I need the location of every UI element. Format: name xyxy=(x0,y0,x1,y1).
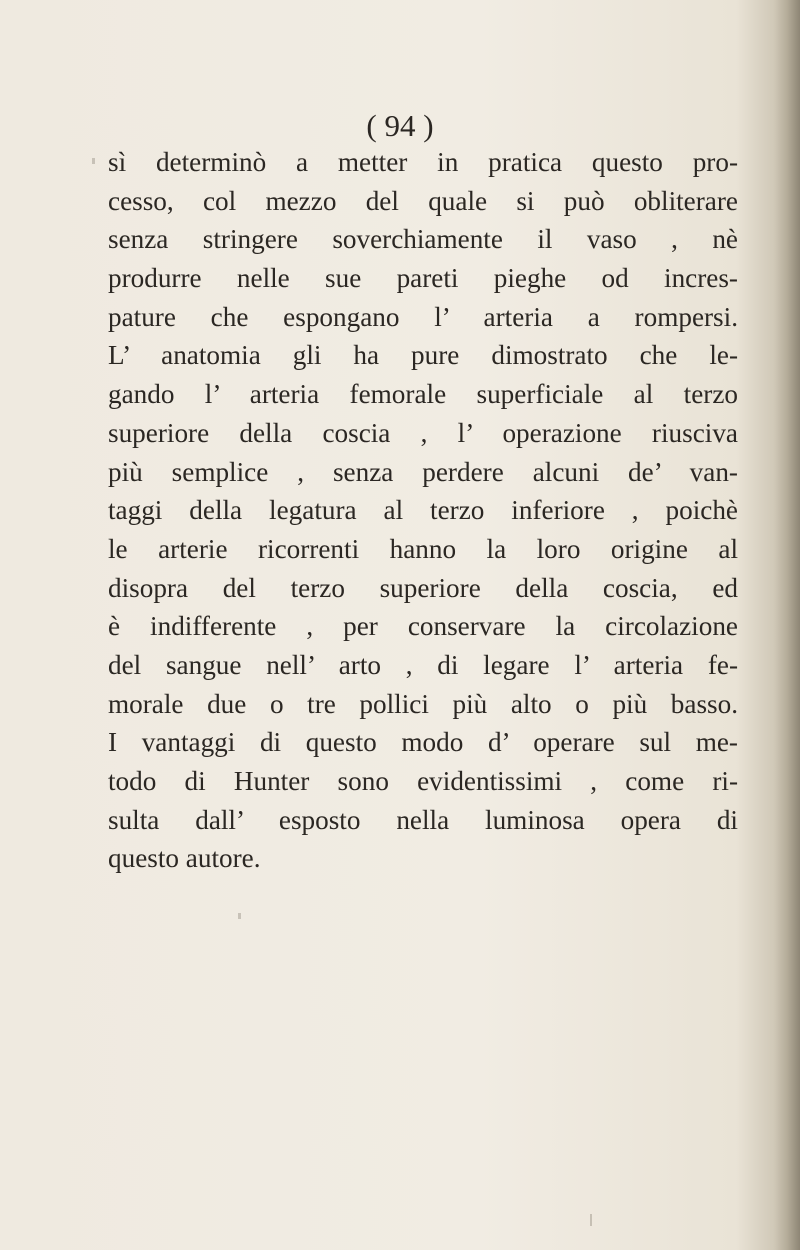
text-line: todo di Hunter sono evidentissimi , come ri- xyxy=(108,766,738,796)
page-edge-shadow xyxy=(774,0,800,1250)
paper-speck xyxy=(92,158,95,164)
text-line: pature che espongano l’ arteria a rompersi. xyxy=(108,301,738,332)
text-line: senza stringere soverchiamente il vaso , nè xyxy=(108,224,738,255)
text-line: cesso, col mezzo del quale si può obliterare xyxy=(108,185,738,216)
text-line: è indifferente , per conservare la circolazione xyxy=(108,611,738,642)
text-line-final: questo autore. xyxy=(108,843,261,874)
text-line: del sangue nell’ arto , di legare l’ arteria fe- xyxy=(108,649,738,680)
body-paragraph xyxy=(108,143,738,878)
text-line: disopra del terzo superiore della coscia, ed xyxy=(108,572,738,603)
paper-speck xyxy=(238,913,241,919)
text-line: sì determinò a metter in pratica questo pro- xyxy=(108,147,738,177)
text-line: L’ anatomia gli ha pure dimostrato che le- xyxy=(108,340,738,371)
text-line: le arterie ricorrenti hanno la loro origine al xyxy=(108,533,738,564)
text-line: produrre nelle sue pareti pieghe od incres- xyxy=(108,263,738,294)
text-line: sulta dall’ esposto nella luminosa opera di xyxy=(108,804,738,835)
text-line: gando l’ arteria femorale superficiale al terzo xyxy=(108,379,738,410)
page-number-header: ( 94 ) xyxy=(366,108,434,143)
text-line: morale due o tre pollici più alto o più basso. xyxy=(108,688,738,719)
text-line: più semplice , senza perdere alcuni de’ van- xyxy=(108,456,738,487)
text-line: superiore della coscia , l’ operazione riusciva xyxy=(108,417,738,448)
text-line: taggi della legatura al terzo inferiore , poichè xyxy=(108,495,738,526)
paper-speck xyxy=(590,1214,592,1226)
text-line: I vantaggi di questo modo d’ operare sul me- xyxy=(108,727,738,758)
